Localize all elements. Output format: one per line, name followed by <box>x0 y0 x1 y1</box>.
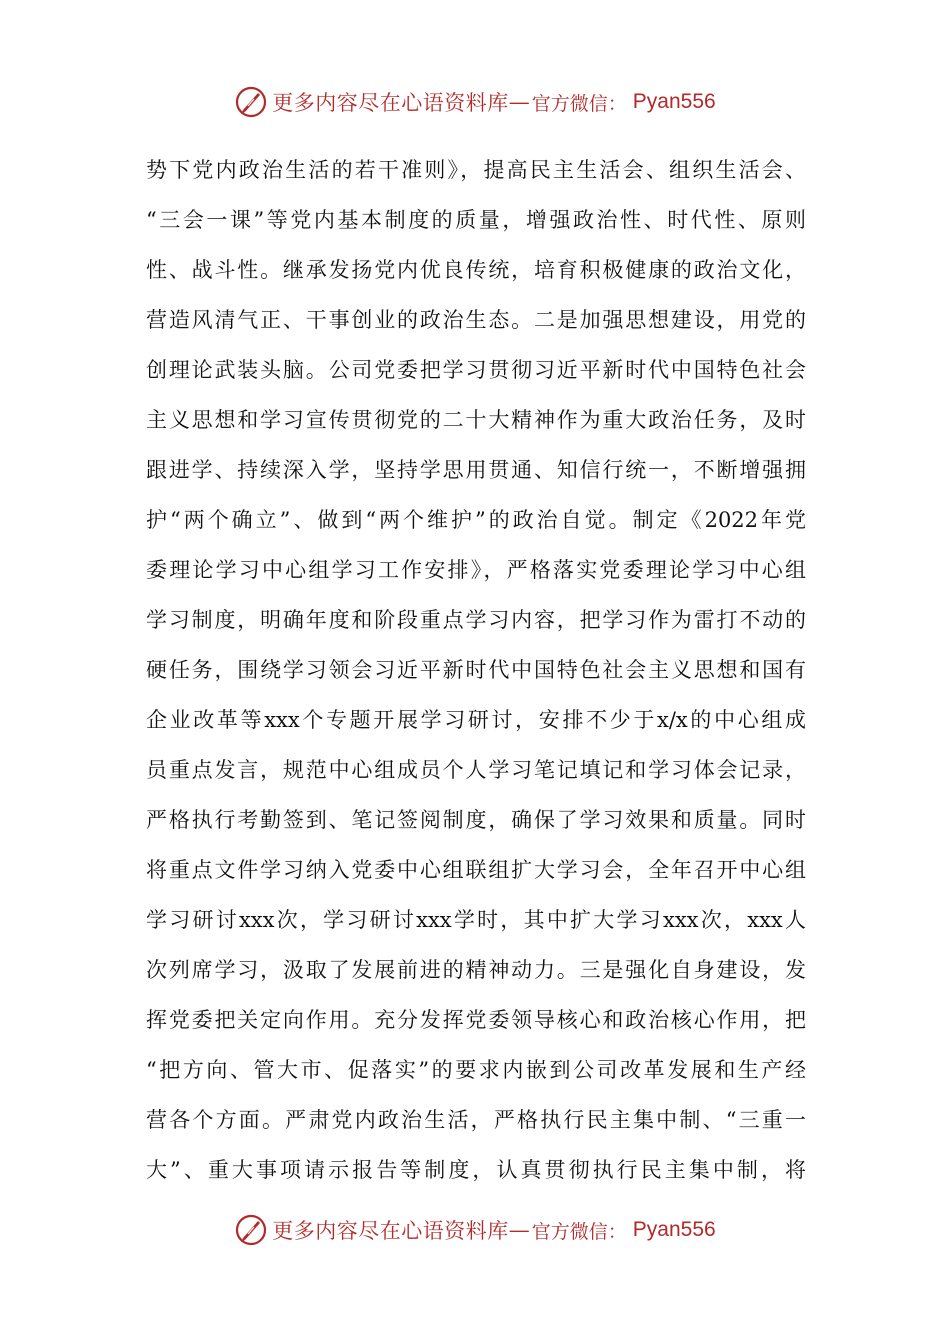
footer-banner <box>0 1208 950 1252</box>
body-line: 营各个方面。严肃党内政治生活，严格执行民主集中制、“三重一 <box>146 1108 806 1132</box>
body-line: 大”、重大事项请示报告等制度，认真贯彻执行民主集中制，将 <box>146 1158 806 1182</box>
body-line: 学习制度，明确年度和阶段重点学习内容，把学习作为雷打不动的 <box>146 608 806 632</box>
quill-pen-logo-icon <box>234 1213 268 1247</box>
quill-pen-logo-icon <box>234 85 268 119</box>
header-banner <box>0 80 950 124</box>
body-line: “把方向、管大市、促落实”的要求内嵌到公司改革发展和生产经 <box>146 1058 806 1082</box>
banner-separator: — <box>508 90 530 114</box>
body-line: 创理论武装头脑。公司党委把学习贯彻习近平新时代中国特色社会 <box>146 358 806 382</box>
banner-promo-text: 更多内容尽在心语资料库 <box>272 91 509 115</box>
banner-separator: — <box>508 1218 530 1242</box>
body-line: “三会一课”等党内基本制度的质量，增强政治性、时代性、原则 <box>146 208 806 232</box>
body-line: 护“两个确立”、做到“两个维护”的政治自觉。制定《2022年党 <box>146 508 806 532</box>
body-line: 员重点发言，规范中心组成员个人学习笔记填记和学习体会记录， <box>146 758 806 782</box>
banner-wechat-id: Pyan556 <box>632 1218 716 1241</box>
body-line: 将重点文件学习纳入党委中心组联组扩大学习会，全年召开中心组 <box>146 858 806 882</box>
body-line: 挥党委把关定向作用。充分发挥党委领导核心和政治核心作用，把 <box>146 1008 806 1032</box>
body-line: 严格执行考勤签到、笔记签阅制度，确保了学习效果和质量。同时 <box>146 808 806 832</box>
body-line: 企业改革等xxx个专题开展学习研讨，安排不少于x/x的中心组成 <box>146 708 806 732</box>
body-line: 性、战斗性。继承发扬党内优良传统，培育积极健康的政治文化， <box>146 258 806 282</box>
body-line: 势下党内政治生活的若干准则》，提高民主生活会、组织生活会、 <box>146 158 806 182</box>
body-line: 委理论学习中心组学习工作安排》，严格落实党委理论学习中心组 <box>146 558 806 582</box>
body-line: 次列席学习，汲取了发展前进的精神动力。三是强化自身建设，发 <box>146 958 806 982</box>
document-body <box>146 150 806 1200</box>
body-line: 跟进学、持续深入学，坚持学思用贯通、知信行统一，不断增强拥 <box>146 458 806 482</box>
banner-promo-text: 更多内容尽在心语资料库 <box>272 1219 509 1243</box>
body-line: 硬任务，围绕学习领会习近平新时代中国特色社会主义思想和国有 <box>146 658 806 682</box>
banner-wechat-label: 官方微信： <box>531 92 627 115</box>
banner-wechat-label: 官方微信： <box>531 1220 627 1243</box>
body-line: 主义思想和学习宣传贯彻党的二十大精神作为重大政治任务，及时 <box>146 408 806 432</box>
body-line: 学习研讨xxx次，学习研讨xxx学时，其中扩大学习xxx次，xxx人 <box>146 908 806 932</box>
body-line: 营造风清气正、干事创业的政治生态。二是加强思想建设，用党的 <box>146 308 806 332</box>
banner-wechat-id: Pyan556 <box>632 90 716 113</box>
